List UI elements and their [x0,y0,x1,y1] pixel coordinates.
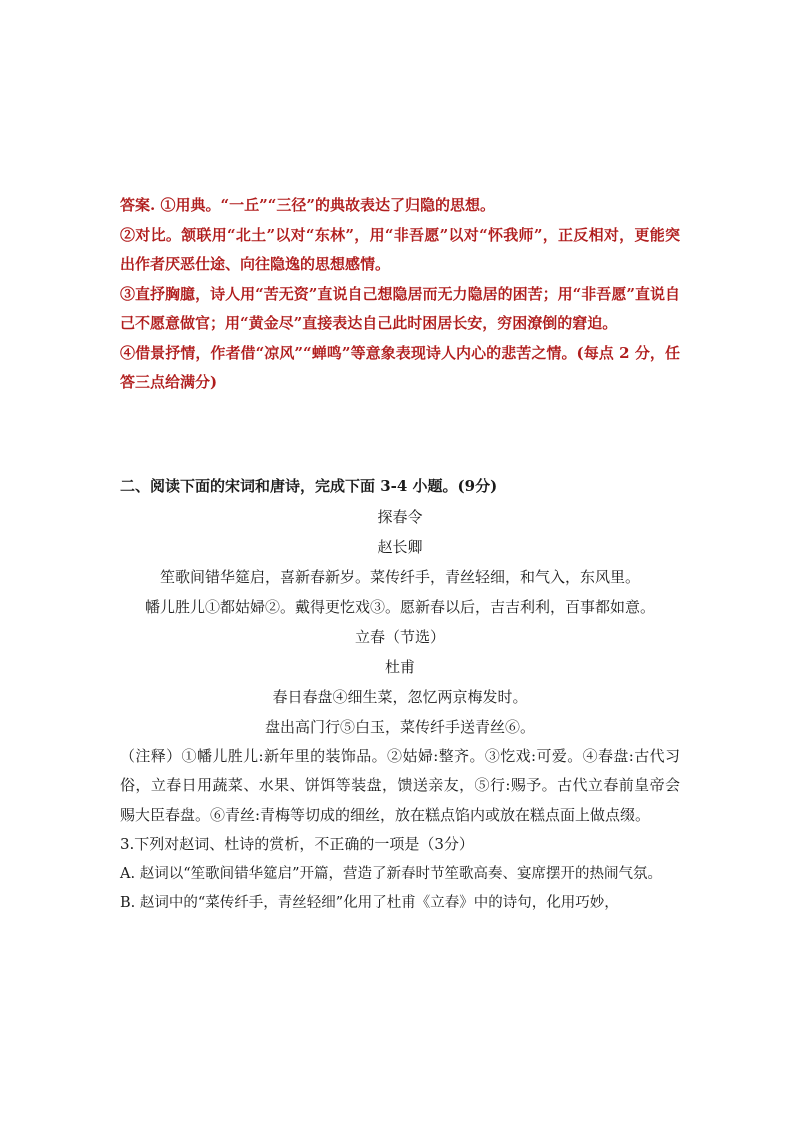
poem2-line-2: 盘出高门行⑤白玉，菜传纤手送青丝⑥。 [264,717,535,736]
poem2-author: 杜甫 [384,657,415,676]
annotation-notes: （注释）①幡儿胜儿:新年里的装饰品。②姑婦:整齐。③忔戏:可爱。④春盘:古代习俗，立春日用蔬菜、水果、饼饵等装盘，馈送亲友，⑤行:赐予。古代立春前皇帝会赐大臣春盘。⑥青丝:青梅等切成的细丝，放在糕点馅内或放在糕点面上做点缀。 [120,746,680,824]
poem2-title: 立春（节选） [354,627,445,646]
question-3: 3.下列对赵词、杜诗的赏析，不正确的一项是（3分） [120,835,474,853]
poem1-line-1: 笙歌间错华筵启，喜新春新岁。菜传纤手，青丝轻细，和气入，东风里。 [159,567,640,586]
poem2-line-1: 春日春盘④细生菜，忽忆两京梅发时。 [272,687,528,706]
option-b: B. 赵词中的“菜传纤手，青丝轻细”化用了杜甫《立春》中的诗句，化用巧妙， [120,895,619,911]
option-a: A. 赵词以“笙歌间错华筵启”开篇，营造了新春时节笙歌高奏、宴席摆开的热闹气氛。 [120,865,663,882]
answer-block [120,191,680,398]
poem1-author: 赵长卿 [377,537,423,556]
poem1-title: 探春令 [377,507,423,526]
poem1-line-2: 幡儿胜儿①都姑婦②。戴得更忔戏③。愿新春以后，吉吉利利，百事都如意。 [144,597,655,616]
section2-block [120,472,680,919]
answer-point-3: ③直抒胸臆，诗人用“苦无资”直说自己想隐居而无力隐居的困苦；用“非吾愿”直说自己不愿意做官；用“黄金尽”直接表达自己此时困居长安，穷困潦倒的窘迫。 [120,284,680,332]
section-heading: 二、阅读下面的宋词和唐诗，完成下面 3-4 小题。(9分) [120,477,498,495]
answer-point-4: ④借景抒情，作者借“凉风”“蝉鸣”等意象表现诗人内心的悲苦之情。(每点 2 分，任答三点给满分) [120,343,680,391]
answer-point-1: 答案. ①用典。“一丘”“三径”的典故表达了归隐的思想。 [120,196,495,214]
answer-point-2: ②对比。颔联用“北土”以对“东林”，用“非吾愿”以对“怀我师”，正反相对，更能突出作者厌恶仕途、向往隐逸的思想感情。 [120,225,680,273]
